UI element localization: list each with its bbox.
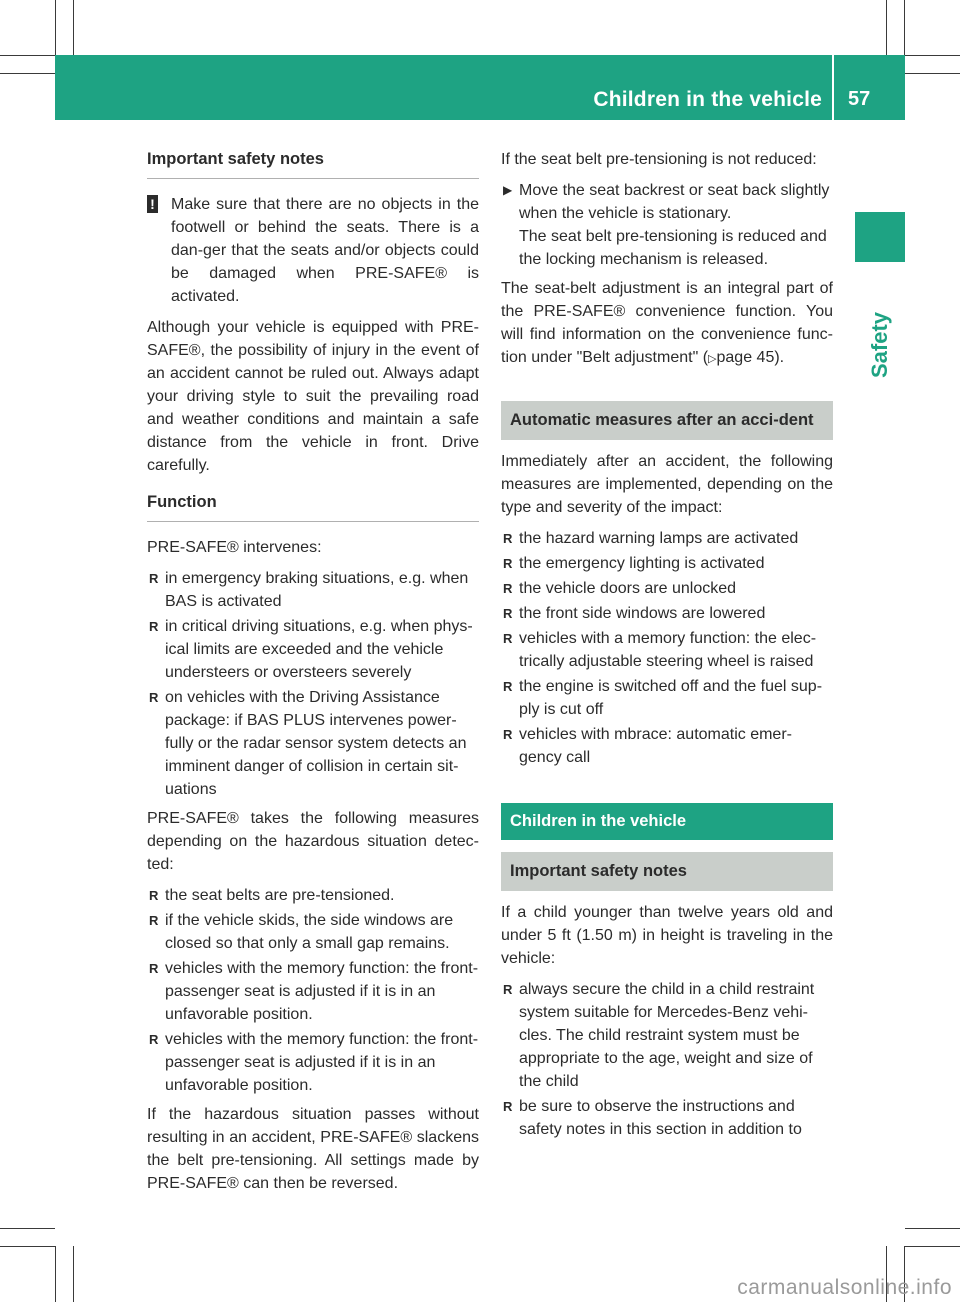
bullet-icon: R	[503, 679, 513, 694]
list-item: R in emergency braking situations, e.g. when BAS is activated	[147, 567, 479, 613]
section-tab-marker	[855, 212, 905, 262]
paragraph: If the hazardous situation passes without resulting in an accident, PRE-SAFE® slackens the belt pre-tensioning. All settings made by PRE-SAFE® can then be reversed.	[147, 1106, 479, 1192]
paragraph: Immediately after an accident, the following measures are implemented, depending on the type and severity of the impact:	[501, 453, 833, 516]
bullet-icon: R	[503, 631, 513, 646]
page-ref-arrow-icon: ▷	[708, 353, 717, 365]
bullet-icon: R	[149, 1032, 159, 1047]
list-item: R the front side windows are lowered	[501, 602, 833, 625]
crop-mark	[73, 1246, 74, 1302]
bullet-icon: R	[503, 581, 513, 596]
crop-mark	[0, 1228, 55, 1229]
bullet-icon: R	[503, 531, 513, 546]
bullet-icon: R	[149, 690, 159, 705]
left-column	[147, 148, 479, 1203]
list-item: R vehicles with mbrace: automatic emer-gency call	[501, 723, 833, 769]
list-item: R in critical driving situations, e.g. when phys-ical limits are exceeded and the vehicle understeers or oversteers severely	[147, 615, 479, 684]
crop-mark	[55, 0, 56, 55]
crop-mark	[0, 1246, 55, 1247]
instruction-step: ▶ Move the seat backrest or seat back slightly when the vehicle is stationary. The seat belt pre-tensioning is reduced and the locking mechanism is released.	[501, 179, 833, 271]
list-item: R vehicles with a memory function: the elec-trically adjustable steering wheel is raised	[501, 627, 833, 673]
section-heading-box: Automatic measures after an acci-dent	[501, 401, 833, 440]
list-item: R be sure to observe the instructions and safety notes in this section in addition to	[501, 1095, 833, 1141]
paragraph: If a child younger than twelve years old and under 5 ft (1.50 m) in height is traveling in the vehicle:	[501, 904, 833, 967]
page-reference-link[interactable]: page 45).	[716, 349, 785, 366]
list-item: R the hazard warning lamps are activated	[501, 527, 833, 550]
crop-mark	[55, 1246, 56, 1302]
list-item: R vehicles with the memory function: the front-passenger seat is adjusted if it is in an unfavorable position.	[147, 957, 479, 1026]
section-heading: Function	[147, 491, 479, 522]
header-divider	[832, 55, 834, 120]
bullet-icon: R	[149, 571, 159, 586]
paragraph: Although your vehicle is equipped with PRE-SAFE®, the possibility of injury in the event of an accident cannot be ruled out. Always adapt your driving style to suit the prevailing road and weather conditions and maintain a safe distance from the vehicle in front. Drive carefully.	[147, 319, 479, 474]
crop-mark	[904, 0, 905, 55]
watermark: carmanualsonline.info	[737, 1276, 952, 1299]
crop-mark	[73, 0, 74, 55]
chapter-heading-box: Children in the vehicle	[501, 803, 833, 840]
crop-mark	[886, 0, 887, 55]
paragraph: The seat-belt adjustment is an integral part of the PRE-SAFE® convenience function. You will find information on the convenience func-tion under "Belt adjustment" (▷page 45).	[501, 280, 833, 366]
bullet-icon: R	[503, 982, 513, 997]
bullet-list	[501, 978, 833, 1141]
bullet-icon: R	[149, 888, 159, 903]
crop-mark	[0, 73, 55, 74]
section-heading: Important safety notes	[147, 148, 479, 179]
list-item: R the emergency lighting is activated	[501, 552, 833, 575]
list-item: R if the vehicle skids, the side windows are closed so that only a small gap remains.	[147, 909, 479, 955]
bullet-list	[501, 527, 833, 769]
crop-mark	[905, 55, 960, 56]
section-heading-box: Important safety notes	[501, 852, 833, 891]
warning-text: Make sure that there are no objects in the footwell or behind the seats. There is a dan-ger that the seats and/or objects could be damaged when PRE-SAFE® is activated.	[171, 196, 479, 305]
list-item: R the engine is switched off and the fuel sup-ply is cut off	[501, 675, 833, 721]
step-list	[501, 179, 833, 271]
bullet-icon: R	[149, 913, 159, 928]
page-number: 57	[848, 88, 871, 110]
section-tab-label: Safety	[867, 311, 892, 379]
page-header-title: Children in the vehicle	[593, 88, 822, 111]
crop-mark	[905, 1228, 960, 1229]
list-item: R on vehicles with the Driving Assistance package: if BAS PLUS intervenes power-fully or the radar sensor system detects an imminent danger of collision in certain sit-uations	[147, 686, 479, 801]
paragraph: If the seat belt pre-tensioning is not reduced:	[501, 151, 817, 168]
list-item: R the vehicle doors are unlocked	[501, 577, 833, 600]
right-column	[501, 148, 833, 1147]
paragraph: PRE-SAFE® intervenes:	[147, 539, 322, 556]
paragraph: PRE-SAFE® takes the following measures depending on the hazardous situation detec-ted:	[147, 810, 479, 873]
bullet-icon: R	[503, 556, 513, 571]
bullet-icon: R	[503, 1099, 513, 1114]
bullet-icon: R	[149, 961, 159, 976]
step-arrow-icon: ▶	[503, 183, 513, 197]
list-item: R the seat belts are pre-tensioned.	[147, 884, 479, 907]
bullet-icon: R	[503, 606, 513, 621]
crop-mark	[905, 73, 960, 74]
list-item: R always secure the child in a child restraint system suitable for Mercedes-Benz vehi-cles. The child restraint system must be appropriate to the age, weight and size of the child	[501, 978, 833, 1093]
exclamation-icon: !	[147, 195, 158, 213]
crop-mark	[905, 1246, 960, 1247]
bullet-list	[147, 567, 479, 801]
list-item: R vehicles with the memory function: the front-passenger seat is adjusted if it is in an unfavorable position.	[147, 1028, 479, 1097]
crop-mark	[0, 55, 55, 56]
bullet-icon: R	[503, 727, 513, 742]
warning-note	[147, 193, 479, 308]
bullet-list	[147, 884, 479, 1097]
bullet-icon: R	[149, 619, 159, 634]
step-result: The seat belt pre-tensioning is reduced and the locking mechanism is released.	[519, 228, 827, 268]
